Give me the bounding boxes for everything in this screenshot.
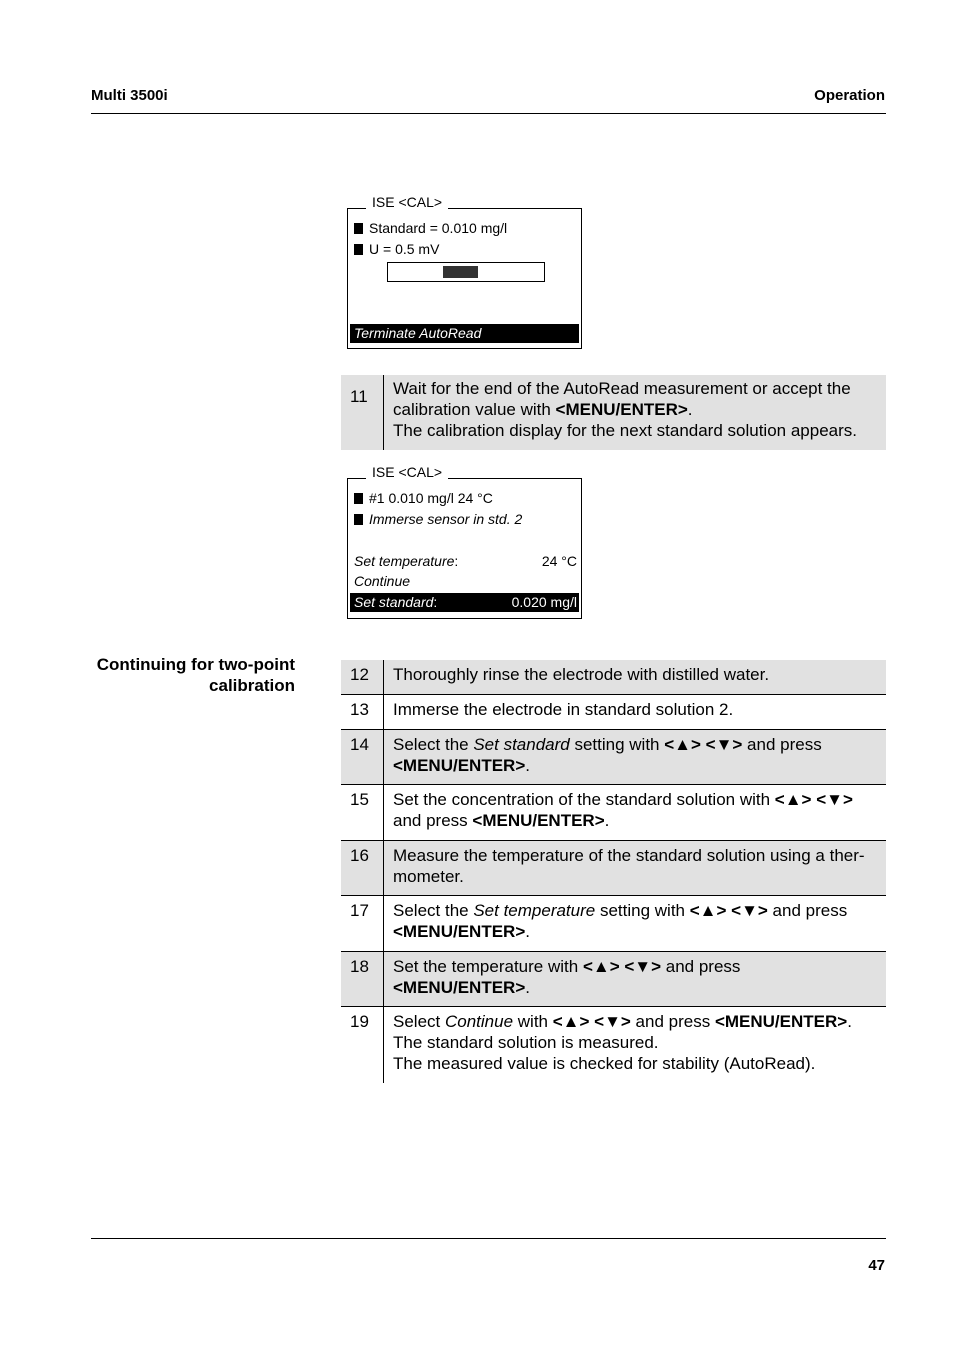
terminate-autoread-option: Terminate AutoRead bbox=[350, 324, 579, 343]
step-text bbox=[384, 1007, 886, 1083]
option-label: Set temperature bbox=[354, 553, 455, 569]
step-number: 17 bbox=[341, 896, 384, 951]
screen-legend: ISE <CAL> bbox=[366, 464, 448, 480]
step-text bbox=[384, 841, 886, 895]
screen-legend: ISE <CAL> bbox=[366, 194, 448, 210]
autoread-progress-bar bbox=[387, 262, 545, 282]
text: and press bbox=[661, 957, 741, 976]
table-row bbox=[341, 1007, 886, 1083]
text: The measured value is checked for stability (AutoRead). bbox=[393, 1054, 816, 1073]
key-name: <MENU/ENTER> bbox=[472, 811, 605, 830]
step-text bbox=[384, 952, 886, 1006]
display-screen-calibration bbox=[347, 464, 582, 619]
voltage-value: U = 0.5 mV bbox=[369, 241, 440, 257]
heading-line: calibration bbox=[209, 676, 295, 695]
text: with bbox=[513, 1012, 553, 1031]
arrow-keys: <▲> <▼> bbox=[774, 790, 853, 809]
table-row bbox=[341, 896, 886, 952]
step-number: 18 bbox=[341, 952, 384, 1006]
text: and press bbox=[630, 1012, 715, 1031]
step-number: 15 bbox=[341, 785, 384, 840]
menu-item-name: Set standard bbox=[473, 735, 570, 754]
text: and press bbox=[393, 811, 473, 830]
text: setting with bbox=[569, 735, 665, 754]
text: Thoroughly rinse the electrode with distilled water. bbox=[393, 665, 770, 684]
step-number: 11 bbox=[341, 375, 384, 450]
text: setting with bbox=[595, 901, 690, 920]
screen-line bbox=[354, 489, 493, 507]
text: The calibration display for the next standard solution appears. bbox=[393, 421, 857, 440]
text: . bbox=[525, 922, 530, 941]
arrow-keys: <▲> <▼> bbox=[689, 901, 768, 920]
progress-indicator bbox=[443, 266, 478, 278]
step-text bbox=[384, 660, 886, 694]
key-name: <MENU/ENTER> bbox=[393, 978, 526, 997]
table-row bbox=[341, 695, 886, 730]
section-heading bbox=[91, 654, 295, 696]
heading-line: Continuing for two-point bbox=[96, 655, 295, 674]
screen-line bbox=[354, 219, 507, 237]
display-screen-autoread bbox=[347, 194, 582, 349]
colon: : bbox=[454, 553, 459, 569]
text: The standard solution is measured. bbox=[393, 1033, 659, 1052]
table-row bbox=[341, 375, 886, 450]
arrow-keys: <▲> <▼> bbox=[582, 957, 662, 976]
option-label: Set standard bbox=[354, 594, 434, 610]
text: and press bbox=[767, 901, 848, 920]
step-number: 14 bbox=[341, 730, 384, 784]
bullet-square-icon bbox=[354, 244, 363, 255]
footer-rule bbox=[91, 1238, 886, 1239]
step-text bbox=[384, 896, 886, 951]
table-row bbox=[341, 660, 886, 695]
table-row bbox=[341, 952, 886, 1007]
menu-item-name: Set temperature bbox=[473, 901, 596, 920]
text: and press bbox=[742, 735, 822, 754]
arrow-keys: <▲> <▼> bbox=[552, 1012, 631, 1031]
text: . bbox=[525, 756, 530, 775]
text: . bbox=[604, 811, 610, 830]
step-text bbox=[384, 695, 886, 729]
steps-table-2 bbox=[341, 660, 886, 1083]
step-number: 16 bbox=[341, 841, 384, 895]
step-text bbox=[384, 375, 886, 450]
steps-table-1 bbox=[341, 375, 886, 450]
text: Set the temperature with bbox=[393, 957, 583, 976]
screen-line bbox=[354, 510, 522, 528]
key-name: <MENU/ENTER> bbox=[393, 756, 526, 775]
text: . bbox=[687, 400, 693, 419]
bullet-square-icon bbox=[354, 223, 363, 234]
header-doc-title: Multi 3500i bbox=[91, 87, 168, 104]
key-name: <MENU/ENTER> bbox=[555, 400, 688, 419]
step-number: 12 bbox=[341, 660, 384, 694]
text: . bbox=[847, 1012, 852, 1031]
standard-1-reading: #1 0.010 mg/l 24 °C bbox=[369, 490, 493, 506]
step-number: 19 bbox=[341, 1007, 384, 1083]
text: Select the bbox=[393, 901, 474, 920]
instruction-text: Immerse sensor in std. 2 bbox=[369, 511, 523, 527]
menu-item-name: Continue bbox=[444, 1012, 514, 1031]
continue-option: Continue bbox=[354, 573, 411, 589]
key-name: <MENU/ENTER> bbox=[393, 922, 526, 941]
key-name: <MENU/ENTER> bbox=[714, 1012, 848, 1031]
standard-value: Standard = 0.010 mg/l bbox=[369, 220, 508, 236]
text: Immerse the electrode in standard solution 2. bbox=[393, 700, 734, 719]
arrow-keys: <▲> <▼> bbox=[664, 735, 743, 754]
header-rule bbox=[91, 113, 886, 114]
step-text bbox=[384, 785, 886, 840]
text: Wait for the end of the AutoRead measurement or accept the calibration value with bbox=[393, 379, 851, 419]
header-section-title: Operation bbox=[814, 87, 885, 104]
table-row bbox=[341, 841, 886, 896]
bullet-square-icon bbox=[354, 514, 363, 525]
text: Measure the temperature of the standard solution using a ther-mometer. bbox=[393, 846, 865, 886]
set-standard-option bbox=[350, 593, 579, 612]
table-row bbox=[341, 785, 886, 841]
screen-line bbox=[354, 240, 439, 258]
option-value: 24 °C bbox=[541, 553, 577, 569]
set-temperature-option bbox=[354, 552, 579, 571]
bullet-square-icon bbox=[354, 493, 363, 504]
text: Select the bbox=[393, 735, 474, 754]
table-row bbox=[341, 730, 886, 785]
page-number: 47 bbox=[868, 1257, 885, 1274]
option-value: 0.020 mg/l bbox=[511, 594, 577, 610]
step-number: 13 bbox=[341, 695, 384, 729]
colon: : bbox=[433, 594, 438, 610]
step-text bbox=[384, 730, 886, 784]
text: . bbox=[525, 978, 530, 997]
text: Select bbox=[393, 1012, 445, 1031]
text: Set the concentration of the standard solution with bbox=[393, 790, 775, 809]
